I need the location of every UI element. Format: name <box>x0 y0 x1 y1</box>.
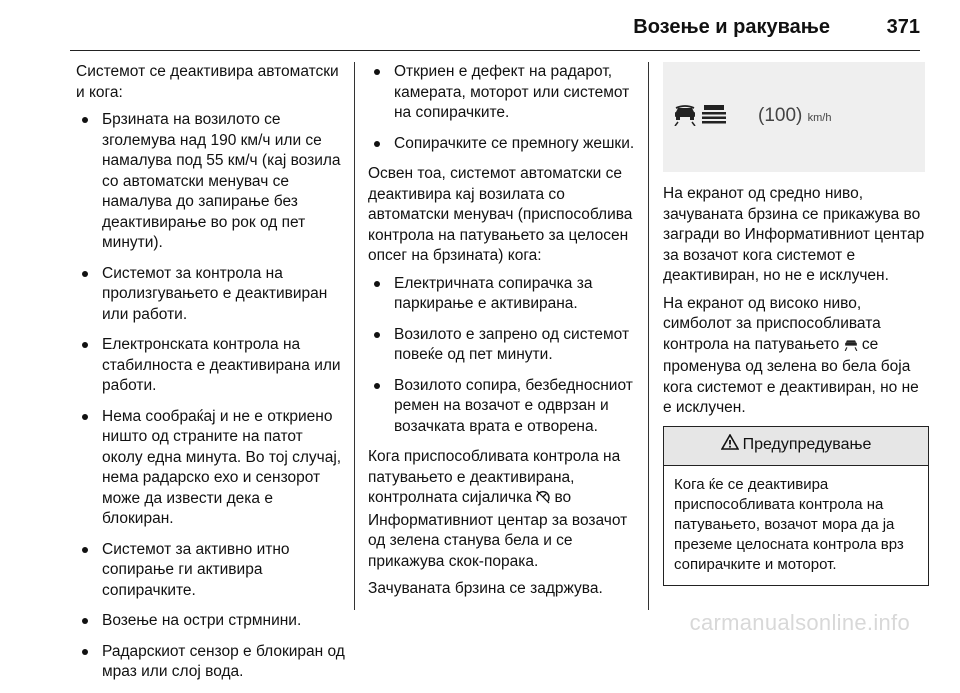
page-header <box>70 14 920 44</box>
col2-paragraph-3: Зачуваната брзина се задржува. <box>368 580 603 597</box>
list-item <box>76 540 346 602</box>
bullet-dot <box>374 332 380 338</box>
adaptive-cruise-symbol-icon <box>844 337 858 358</box>
bullet-dot <box>374 281 380 287</box>
list-item <box>368 325 636 366</box>
column-divider-1 <box>354 62 355 610</box>
warning-title: Предупредување <box>742 436 872 454</box>
bullet-dot <box>82 414 88 420</box>
para-text: се променува од зелена во бела боја кога системот е деактивиран, но не е исклучен. <box>663 335 919 416</box>
warning-body: Кога ќе се деактивира приспособливата контрола на патувањето, возачот мора да ја преземе целосната контрола врз сопирачките и моторот. <box>674 475 904 573</box>
col3-paragraph-1: На екранот од средно ниво, зачуваната брзина се прикажува во загради во Информативниот центар за возачот кога системот е деактивиран, но не е исклучен. <box>663 185 925 284</box>
list-item-text: Системот за активно итно сопирање ги активира сопирачките. <box>102 540 290 599</box>
list-item <box>76 611 346 632</box>
list-item-text: Откриен е дефект на радарот, камерата, моторот или системот на сопирачките. <box>394 63 630 121</box>
cruise-control-off-icon <box>536 490 550 511</box>
para-text: На екранот од високо ниво, симболот за приспособливата контрола на патувањето <box>663 294 881 353</box>
stored-speed-readout <box>758 106 831 129</box>
list-item-text: Електричната сопирачка за паркирање е активирана. <box>394 274 593 312</box>
list-item <box>368 62 636 124</box>
list-item-text: Брзината на возилото се зголемува над 190 км/ч или се намалува под 55 км/ч (кај возила со автоматски менувач се намалува до запирање без деактивирање во рок од пет минути). <box>102 111 341 251</box>
bullet-dot <box>82 649 88 655</box>
list-item-text: Електронската контрола на стабилноста е деактивирана или работи. <box>102 336 341 394</box>
list-item-text: Возење на остри стрмнини. <box>102 612 302 629</box>
bullet-dot <box>374 141 380 147</box>
list-item-text: Возилото е запрено од системот повеќе од пет минути. <box>394 325 630 363</box>
col2-paragraph-1: Освен тоа, системот автоматски се деактивира кај возилата со автоматски менувач (приспособлива контрола на патувањето за целосен опсег на брзината) кога: <box>368 165 633 264</box>
bullet-dot <box>82 271 88 277</box>
para-text: во Информативниот центар за возачот од зелена станува бела и се прикажува скок-порака. <box>368 489 628 570</box>
bullet-dot <box>82 547 88 553</box>
warning-box <box>663 426 929 586</box>
col2-bullet-list-top <box>368 62 636 154</box>
list-item <box>76 642 346 683</box>
list-item-text: Радарскиот сензор е блокиран од мраз или слој вода. <box>102 642 345 680</box>
warning-header <box>664 427 928 466</box>
dic-display-illustration <box>663 62 925 172</box>
bullet-dot <box>374 383 380 389</box>
list-item <box>368 274 636 315</box>
speed-unit: km/h <box>807 112 832 124</box>
bullet-dot <box>82 618 88 624</box>
warning-triangle-icon <box>721 434 743 457</box>
list-item-text: Возилото сопира, безбедносниот ремен на возачот е одврзан и возачката врата е отворена. <box>394 376 633 435</box>
stored-speed-value: (100) <box>758 105 803 126</box>
col1-bullet-list <box>76 110 346 683</box>
para-text: Кога приспособливата контрола на патувањето е деактивирана, контролната сијаличка <box>368 448 621 506</box>
adaptive-cruise-car-icon <box>673 104 697 133</box>
list-item <box>368 134 636 155</box>
list-item <box>76 264 346 326</box>
list-item <box>76 407 346 530</box>
list-item-text: Сопирачките се премногу жешки. <box>394 134 635 152</box>
page-title: Возење и ракување <box>633 16 830 38</box>
list-item-text: Системот за контрола на пролизгувањето е деактивиран или работи. <box>102 264 328 323</box>
list-item <box>76 335 346 397</box>
header-rule <box>70 50 920 51</box>
following-distance-icon <box>701 104 727 131</box>
col3-paragraph-2 <box>663 294 929 419</box>
bullet-dot <box>82 342 88 348</box>
col2-bullet-list-bottom <box>368 274 636 438</box>
list-item-text: Нема сообраќај и не е откриено ништо од страните на патот околу една минута. Во тој случај, нема радарско ехо и сензорот може да извести дека е блокиран. <box>102 407 342 527</box>
column-2 <box>368 62 636 607</box>
column-3 <box>663 62 929 586</box>
column-1 <box>76 62 346 693</box>
column-divider-2 <box>648 62 649 610</box>
list-item <box>76 110 346 254</box>
page-number: 371 <box>886 16 920 38</box>
bullet-dot <box>82 117 88 123</box>
col2-paragraph-2 <box>368 447 636 572</box>
list-item <box>368 376 636 438</box>
bullet-dot <box>374 69 380 75</box>
watermark: carmanualsonline.info <box>689 610 910 635</box>
col1-intro: Системот се деактивира автоматски и кога: <box>76 63 339 101</box>
